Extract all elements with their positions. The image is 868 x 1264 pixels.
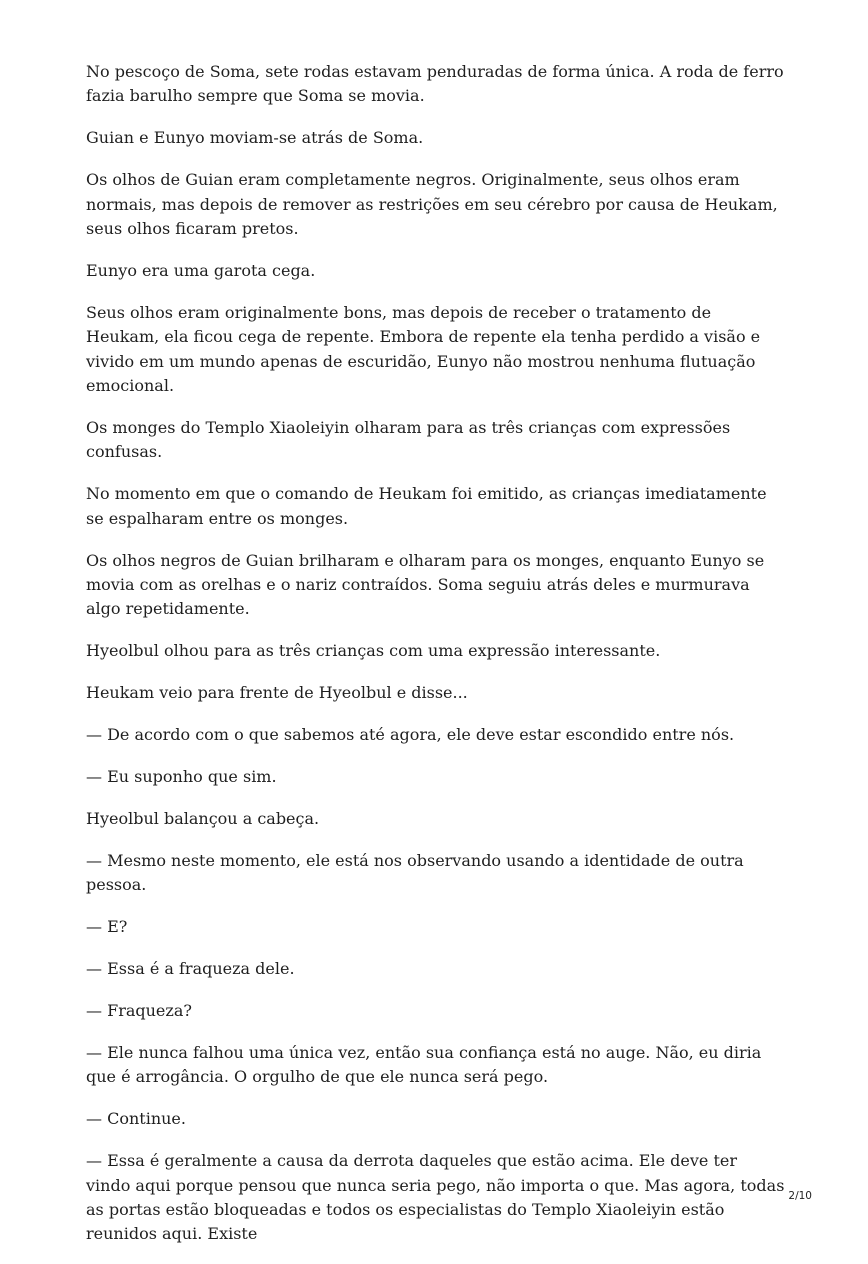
paragraph: Seus olhos eram originalmente bons, mas depois de receber o tratamento de Heukam, ela ficou cega de repente. Embora de repente ela tenha perdido a visão e vivido em um mundo apenas de escuridão, Eunyo não mostrou nenhuma flutuação emocional. [86,302,761,396]
paragraph: Hyeolbul olhou para as três crianças com uma expressão interessante. [86,641,661,661]
paragraph: Heukam veio para frente de Hyeolbul e disse... [86,683,468,703]
document-body [86,60,786,1264]
paragraph: Guian e Eunyo moviam-se atrás de Soma. [86,128,424,148]
paragraph: No pescoço de Soma, sete rodas estavam penduradas de forma única. A roda de ferro fazia barulho sempre que Soma se movia. [86,62,784,106]
dialogue-line: — Fraqueza? [86,1000,192,1020]
dialogue-line: — Eu suponho que sim. [86,767,277,787]
paragraph: No momento em que o comando de Heukam foi emitido, as crianças imediatamente se espalharam entre os monges. [86,484,767,528]
dialogue-line: — Mesmo neste momento, ele está nos observando usando a identidade de outra pessoa. [86,850,744,895]
paragraph: Hyeolbul balançou a cabeça. [86,808,320,828]
page-number: 2/10 [788,1190,812,1202]
paragraph: Os monges do Templo Xiaoleiyin olharam para as três crianças com expressões confusas. [86,417,731,462]
dialogue-line: — Continue. [86,1109,186,1129]
dialogue-line: — E? [86,917,128,937]
dialogue-line: — Essa é geralmente a causa da derrota daqueles que estão acima. Ele deve ter vindo aqui porque pensou que nunca seria pego, não importa o que. Mas agora, todas as portas estão bloqueadas e todos os especialistas do Templo Xiaoleiyin estão reunidos aqui. Existe [86,1151,785,1244]
dialogue-line: — Ele nunca falhou uma única vez, então sua confiança está no auge. Não, eu diria que é arrogância. O orgulho de que ele nunca será pego. [86,1042,762,1087]
paragraph: Os olhos negros de Guian brilharam e olharam para os monges, enquanto Eunyo se movia com as orelhas e o nariz contraídos. Soma seguiu atrás deles e murmurava algo repetidamente. [86,550,765,619]
paragraph: Os olhos de Guian eram completamente negros. Originalmente, seus olhos eram normais, mas depois de remover as restrições em seu cérebro por causa de Heukam, seus olhos ficaram pretos. [86,170,778,239]
dialogue-line: — Essa é a fraqueza dele. [86,959,295,979]
paragraph: Eunyo era uma garota cega. [86,260,316,280]
dialogue-line: — De acordo com o que sabemos até agora, ele deve estar escondido entre nós. [86,725,735,745]
